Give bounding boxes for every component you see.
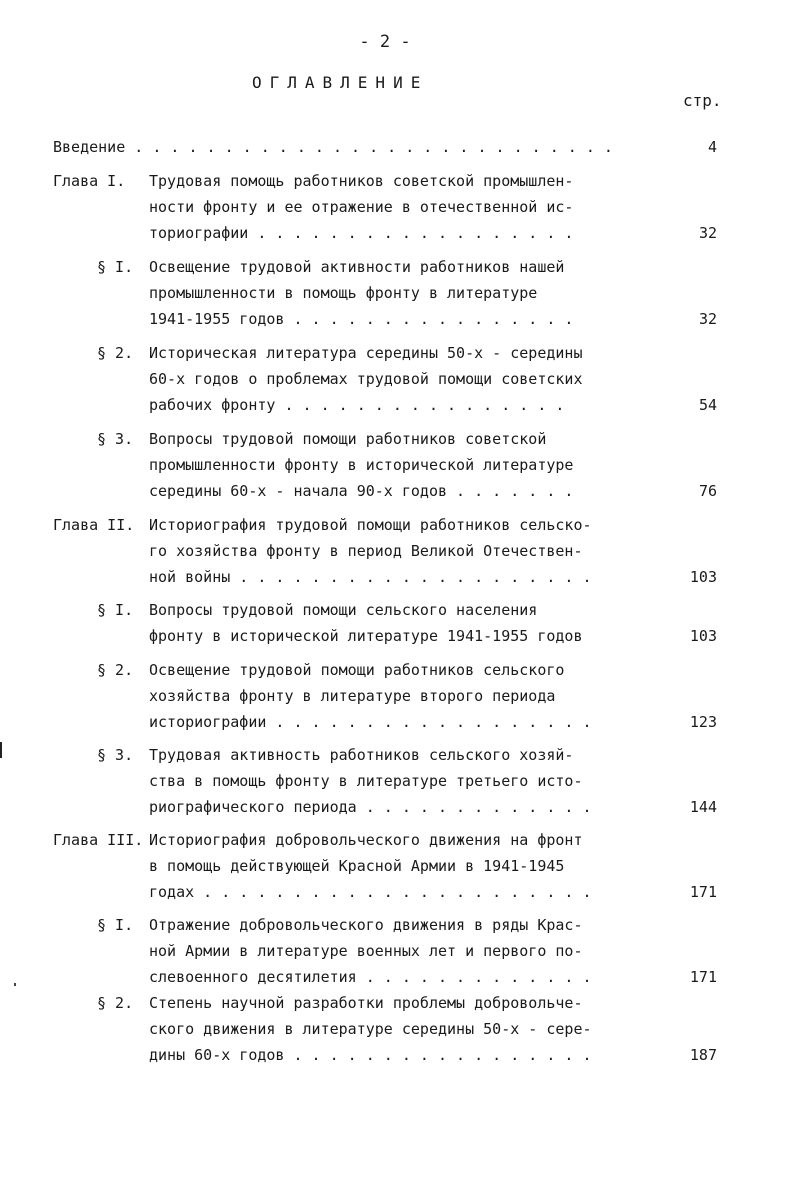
toc-entry-line: го хозяйства фронту в период Великой Отечествен- [149, 542, 583, 560]
toc-entry-page: 32 [698, 310, 717, 328]
toc-entry-line: ной Армии в литературе военных лет и первого по- [149, 942, 583, 960]
toc-entry-line: промышленности фронту в исторической литературе [149, 456, 574, 474]
toc-entry-line: Вопросы трудовой помощи сельского населения [149, 601, 538, 619]
toc-entry-line: ского движения в литературе середины 50-х - сере- [149, 1020, 592, 1038]
toc-entry-prefix: § 3. [97, 746, 134, 764]
toc-entry-line: фронту в исторической литературе 1941-1955 годов [149, 627, 583, 645]
toc-entry-line: годах . . . . . . . . . . . . . . . . . . . . . . [149, 883, 592, 901]
toc-entry-line: историографии . . . . . . . . . . . . . . . . . . [149, 713, 592, 731]
toc-entry-line: Историография добровольческого движения на фронт [149, 831, 583, 849]
toc-entry-prefix: § 3. [97, 430, 134, 448]
page-title: ОГЛАВЛЕНИЕ [252, 73, 429, 92]
toc-entry-page: 187 [689, 1046, 717, 1064]
toc-entry-prefix: § 2. [97, 661, 134, 679]
toc-entry-page: 171 [689, 883, 717, 901]
toc-entry-page: 32 [698, 224, 717, 242]
toc-entry-line: риографического периода . . . . . . . . . . . . . [149, 798, 592, 816]
margin-mark [14, 983, 16, 986]
toc-entry-page: 144 [689, 798, 717, 816]
toc-entry-line: Отражение добровольческого движения в ряды Крас- [149, 916, 583, 934]
toc-entry-line: 1941-1955 годов . . . . . . . . . . . . . . . . [149, 310, 574, 328]
toc-entry-page: 76 [698, 482, 717, 500]
toc-entry-line: промышленности в помощь фронту в литературе [149, 284, 538, 302]
toc-entry-prefix: Глава I. [53, 172, 126, 190]
toc-entry-prefix: Глава II. [53, 516, 135, 534]
margin-mark [0, 742, 2, 758]
toc-entry-line: Освещение трудовой активности работников нашей [149, 258, 565, 276]
toc-entry-prefix: § I. [97, 601, 134, 619]
toc-entry-line: в помощь действующей Красной Армии в 1941-1945 [149, 857, 565, 875]
toc-entry-line: 60-х годов о проблемах трудовой помощи советских [149, 370, 583, 388]
page-number: - 2 - [359, 32, 411, 52]
page-column-label: стр. [683, 91, 722, 110]
toc-entry-line: Историография трудовой помощи работников сельско- [149, 516, 592, 534]
toc-entry-page: 171 [689, 968, 717, 986]
toc-entry-line: середины 60-х - начала 90-х годов . . . . . . . [149, 482, 574, 500]
toc-entry-line: Введение . . . . . . . . . . . . . . . . . . . . . . . . . . . [53, 138, 613, 156]
toc-entry-line: слевоенного десятилетия . . . . . . . . . . . . . [149, 968, 592, 986]
toc-entry-line: дины 60-х годов . . . . . . . . . . . . . . . . . [149, 1046, 592, 1064]
toc-entry-page: 103 [689, 568, 717, 586]
toc-entry-line: Трудовая помощь работников советской промышлен- [149, 172, 574, 190]
toc-entry-prefix: Глава III. [53, 831, 144, 849]
toc-entry-line: ства в помощь фронту в литературе третьего исто- [149, 772, 583, 790]
toc-entry-line: Освещение трудовой помощи работников сельского [149, 661, 565, 679]
toc-entry-line: ности фронту и ее отражение в отечественной ис- [149, 198, 574, 216]
toc-entry-line: рабочих фронту . . . . . . . . . . . . . . . . [149, 396, 565, 414]
toc-entry-line: Историческая литература середины 50-х - середины [149, 344, 583, 362]
toc-entry-prefix: § I. [97, 258, 134, 276]
toc-entry-line: хозяйства фронту в литературе второго периода [149, 687, 556, 705]
toc-entry-page: 103 [689, 627, 717, 645]
toc-entry-line: Степень научной разработки проблемы добровольче- [149, 994, 583, 1012]
toc-entry-line: ной войны . . . . . . . . . . . . . . . . . . . . [149, 568, 592, 586]
toc-entry-prefix: § 2. [97, 344, 134, 362]
toc-entry-prefix: § 2. [97, 994, 134, 1012]
toc-entry-line: Вопросы трудовой помощи работников советской [149, 430, 547, 448]
toc-entry-line: Трудовая активность работников сельского хозяй- [149, 746, 574, 764]
toc-entry-prefix: § I. [97, 916, 134, 934]
toc-entry-line: ториографии . . . . . . . . . . . . . . . . . . [149, 224, 574, 242]
toc-entry-page: 54 [698, 396, 717, 414]
toc-entry-page: 123 [689, 713, 717, 731]
toc-entry-page: 4 [707, 138, 717, 156]
